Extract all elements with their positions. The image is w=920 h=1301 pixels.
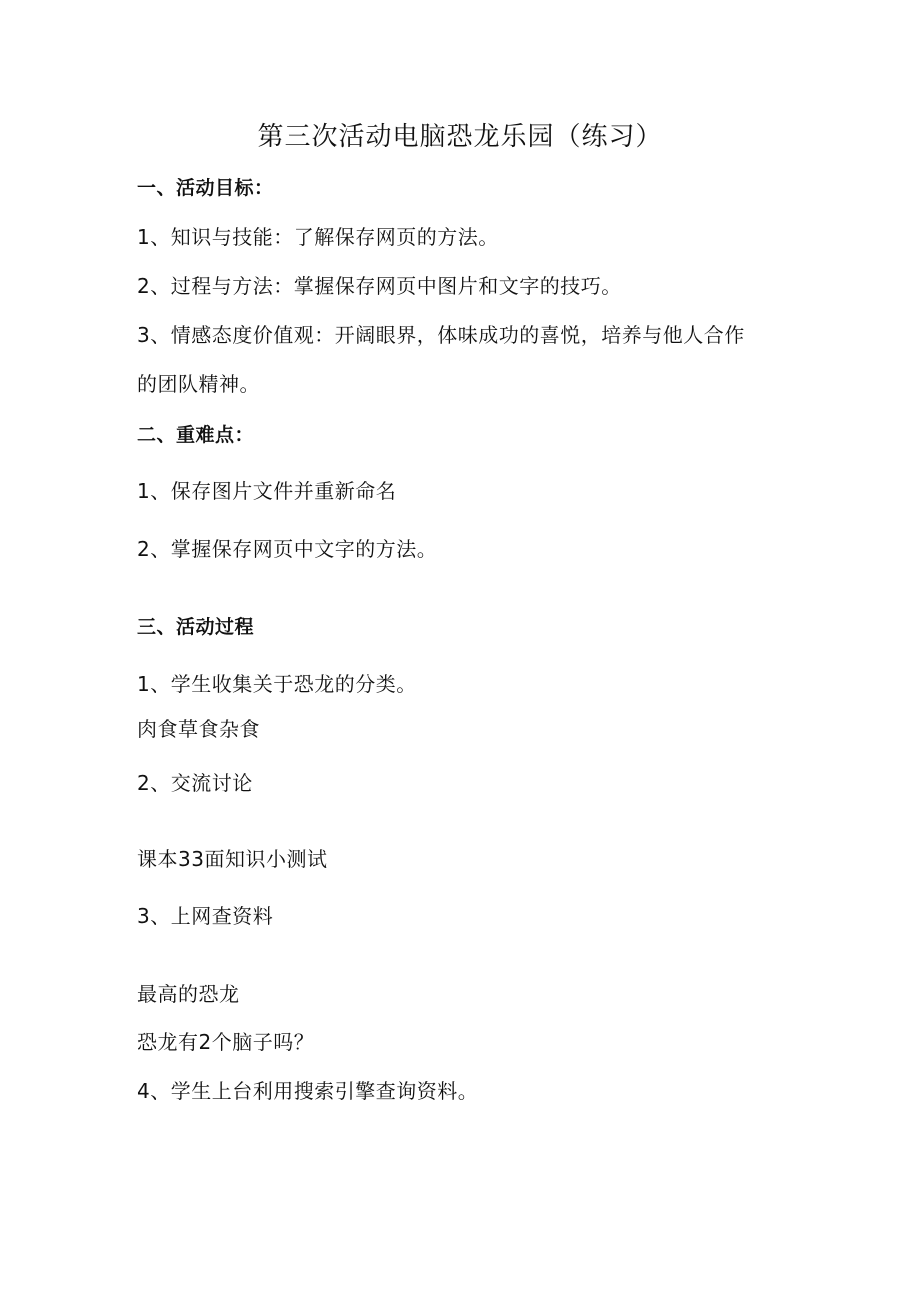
process-item-2: 2、交流讨论 (137, 771, 253, 795)
process-item-3-note-2: 恐龙有2个脑子吗？ (137, 1030, 315, 1054)
process-item-4: 4、学生上台利用搜索引擎查询资料。 (137, 1079, 479, 1103)
section-heading-key-points: 二、重难点： (137, 424, 255, 446)
process-item-3-note-1: 最高的恐龙 (137, 982, 240, 1006)
key-point-2: 2、掌握保存网页中文字的方法。 (137, 537, 438, 561)
goal-item-2: 2、过程与方法：掌握保存网页中图片和文字的技巧。 (137, 274, 622, 298)
process-item-2-note: 课本33面知识小测试 (137, 847, 328, 871)
page-title: 第三次活动电脑恐龙乐园（练习） (257, 122, 663, 152)
process-item-1: 1、学生收集关于恐龙的分类。 (137, 672, 417, 696)
process-item-1-note: 肉食草食杂食 (137, 717, 260, 741)
goal-item-1: 1、知识与技能：了解保存网页的方法。 (137, 225, 499, 249)
section-heading-process: 三、活动过程 (137, 616, 255, 638)
process-item-3: 3、上网查资料 (137, 904, 274, 928)
key-point-1: 1、保存图片文件并重新命名 (137, 479, 397, 503)
goal-item-3: 3、情感态度价值观：开阔眼界，体味成功的喜悦，培养与他人合作 (137, 323, 745, 347)
goal-item-3-continued: 的团队精神。 (137, 372, 260, 396)
section-heading-goals: 一、活动目标： (137, 177, 274, 199)
